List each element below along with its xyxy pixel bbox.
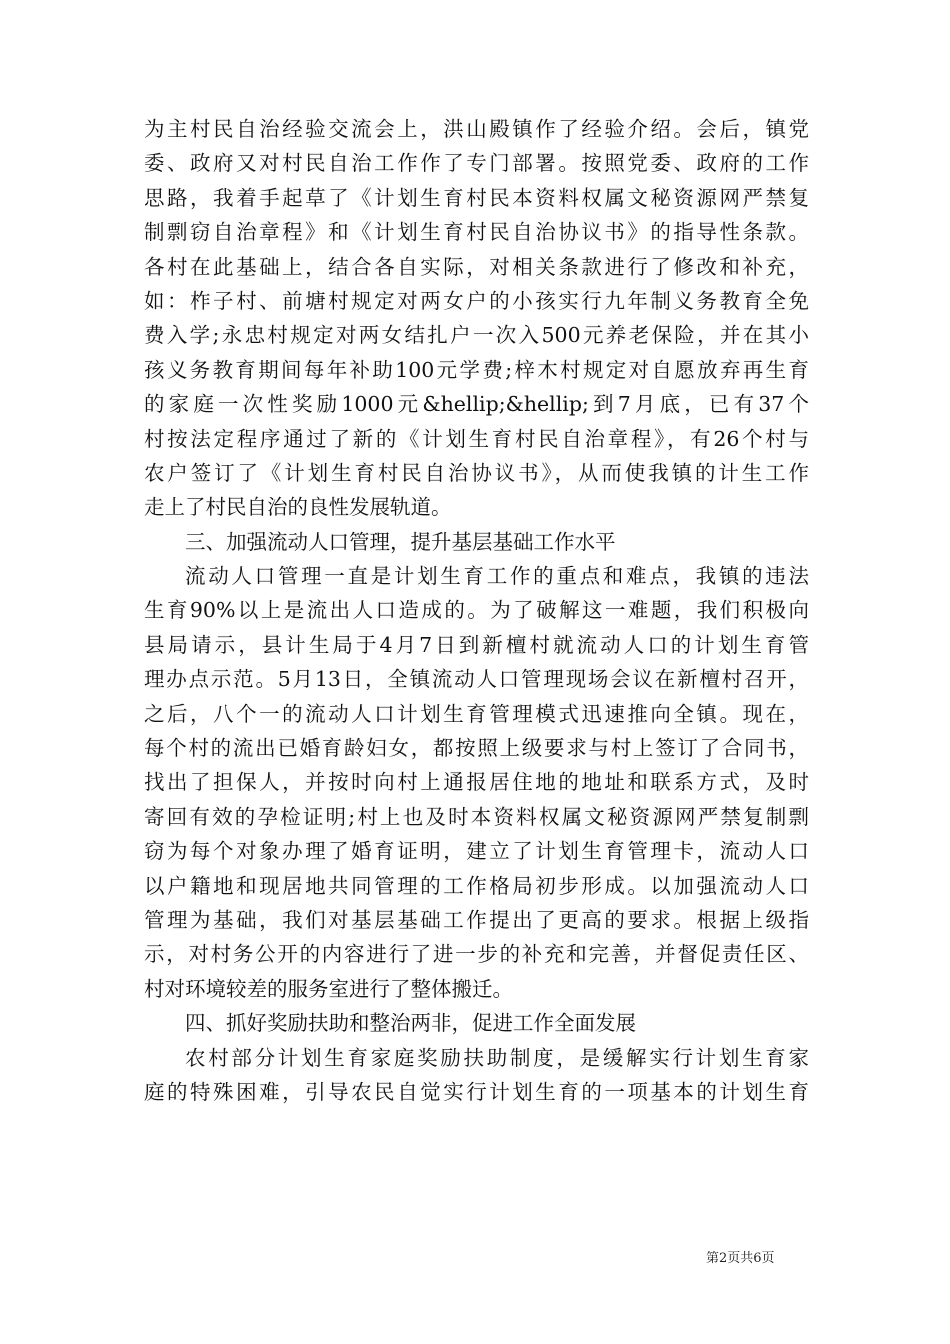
text-line: 思路，我着手起草了《计划生育村民本资料权属文秘资源网严禁复	[144, 185, 809, 210]
text-line: 委、政府又对村民自治工作作了专门部署。按照党委、政府的工作	[144, 151, 809, 176]
text-line: 窃为每个对象办理了婚育证明，建立了计划生育管理卡，流动人口	[144, 839, 809, 864]
text-line: 生育90%以上是流出人口造成的。为了破解这一难题，我们积极向	[144, 598, 809, 623]
text-line: 流动人口管理一直是计划生育工作的重点和难点，我镇的违法	[185, 564, 809, 589]
text-line: 孩义务教育期间每年补助100元学费;梓木村规定对自愿放弃再生育	[144, 357, 809, 382]
text-line: 费入学;永忠村规定对两女结扎户一次入500元养老保险，并在其小	[144, 323, 809, 348]
text-line: 以户籍地和现居地共同管理的工作格局初步形成。以加强流动人口	[144, 873, 809, 898]
text-line: 村按法定程序通过了新的《计划生育村民自治章程》，有26个村与	[144, 426, 809, 451]
text-line: 为主村民自治经验交流会上，洪山殿镇作了经验介绍。会后，镇党	[144, 117, 809, 141]
text-line: 农户签订了《计划生育村民自治协议书》，从而使我镇的计生工作	[144, 460, 809, 485]
text-line: 制剽窃自治章程》和《计划生育村民自治协议书》的指导性条款。	[144, 220, 809, 245]
text-line: 各村在此基础上，结合各自实际，对相关条款进行了修改和补充，	[144, 254, 809, 279]
text-line: 理办点示范。5月13日，全镇流动人口管理现场会议在新檀村召开，	[144, 667, 809, 692]
text-line: 走上了村民自治的良性发展轨道。	[144, 495, 452, 520]
text-line: 县局请示，县计生局于4月7日到新檀村就流动人口的计划生育管	[144, 632, 809, 657]
text-line: 管理为基础，我们对基层基础工作提出了更高的要求。根据上级指	[144, 907, 809, 932]
body-text	[144, 112, 809, 1109]
text-line: 如：柞子村、前塘村规定对两女户的小孩实行九年制义务教育全免	[144, 288, 809, 313]
text-line: 的家庭一次性奖励1000元&hellip;&hellip;到7月底，已有37个	[144, 392, 809, 417]
text-line: 每个村的流出已婚育龄妇女，都按照上级要求与村上签订了合同书，	[144, 736, 809, 761]
section-heading: 三、加强流动人口管理，提升基层基础工作水平	[185, 529, 616, 554]
text-line: 庭的特殊困难，引导农民自觉实行计划生育的一项基本的计划生育	[144, 1079, 809, 1104]
text-line: 寄回有效的孕检证明;村上也及时本资料权属文秘资源网严禁复制剽	[144, 804, 809, 829]
text-line: 之后，八个一的流动人口计划生育管理模式迅速推向全镇。现在，	[144, 701, 809, 726]
text-line: 找出了担保人，并按时向村上通报居住地的地址和联系方式，及时	[144, 770, 809, 795]
page-number: 第2页共6页	[706, 1251, 775, 1266]
section-heading: 四、抓好奖励扶助和整治两非，促进工作全面发展	[185, 1011, 636, 1036]
text-line: 村对环境较差的服务室进行了整体搬迁。	[144, 976, 513, 1001]
text-line: 示，对村务公开的内容进行了进一步的补充和完善，并督促责任区、	[144, 942, 809, 967]
text-line: 农村部分计划生育家庭奖励扶助制度，是缓解实行计划生育家	[185, 1045, 809, 1070]
